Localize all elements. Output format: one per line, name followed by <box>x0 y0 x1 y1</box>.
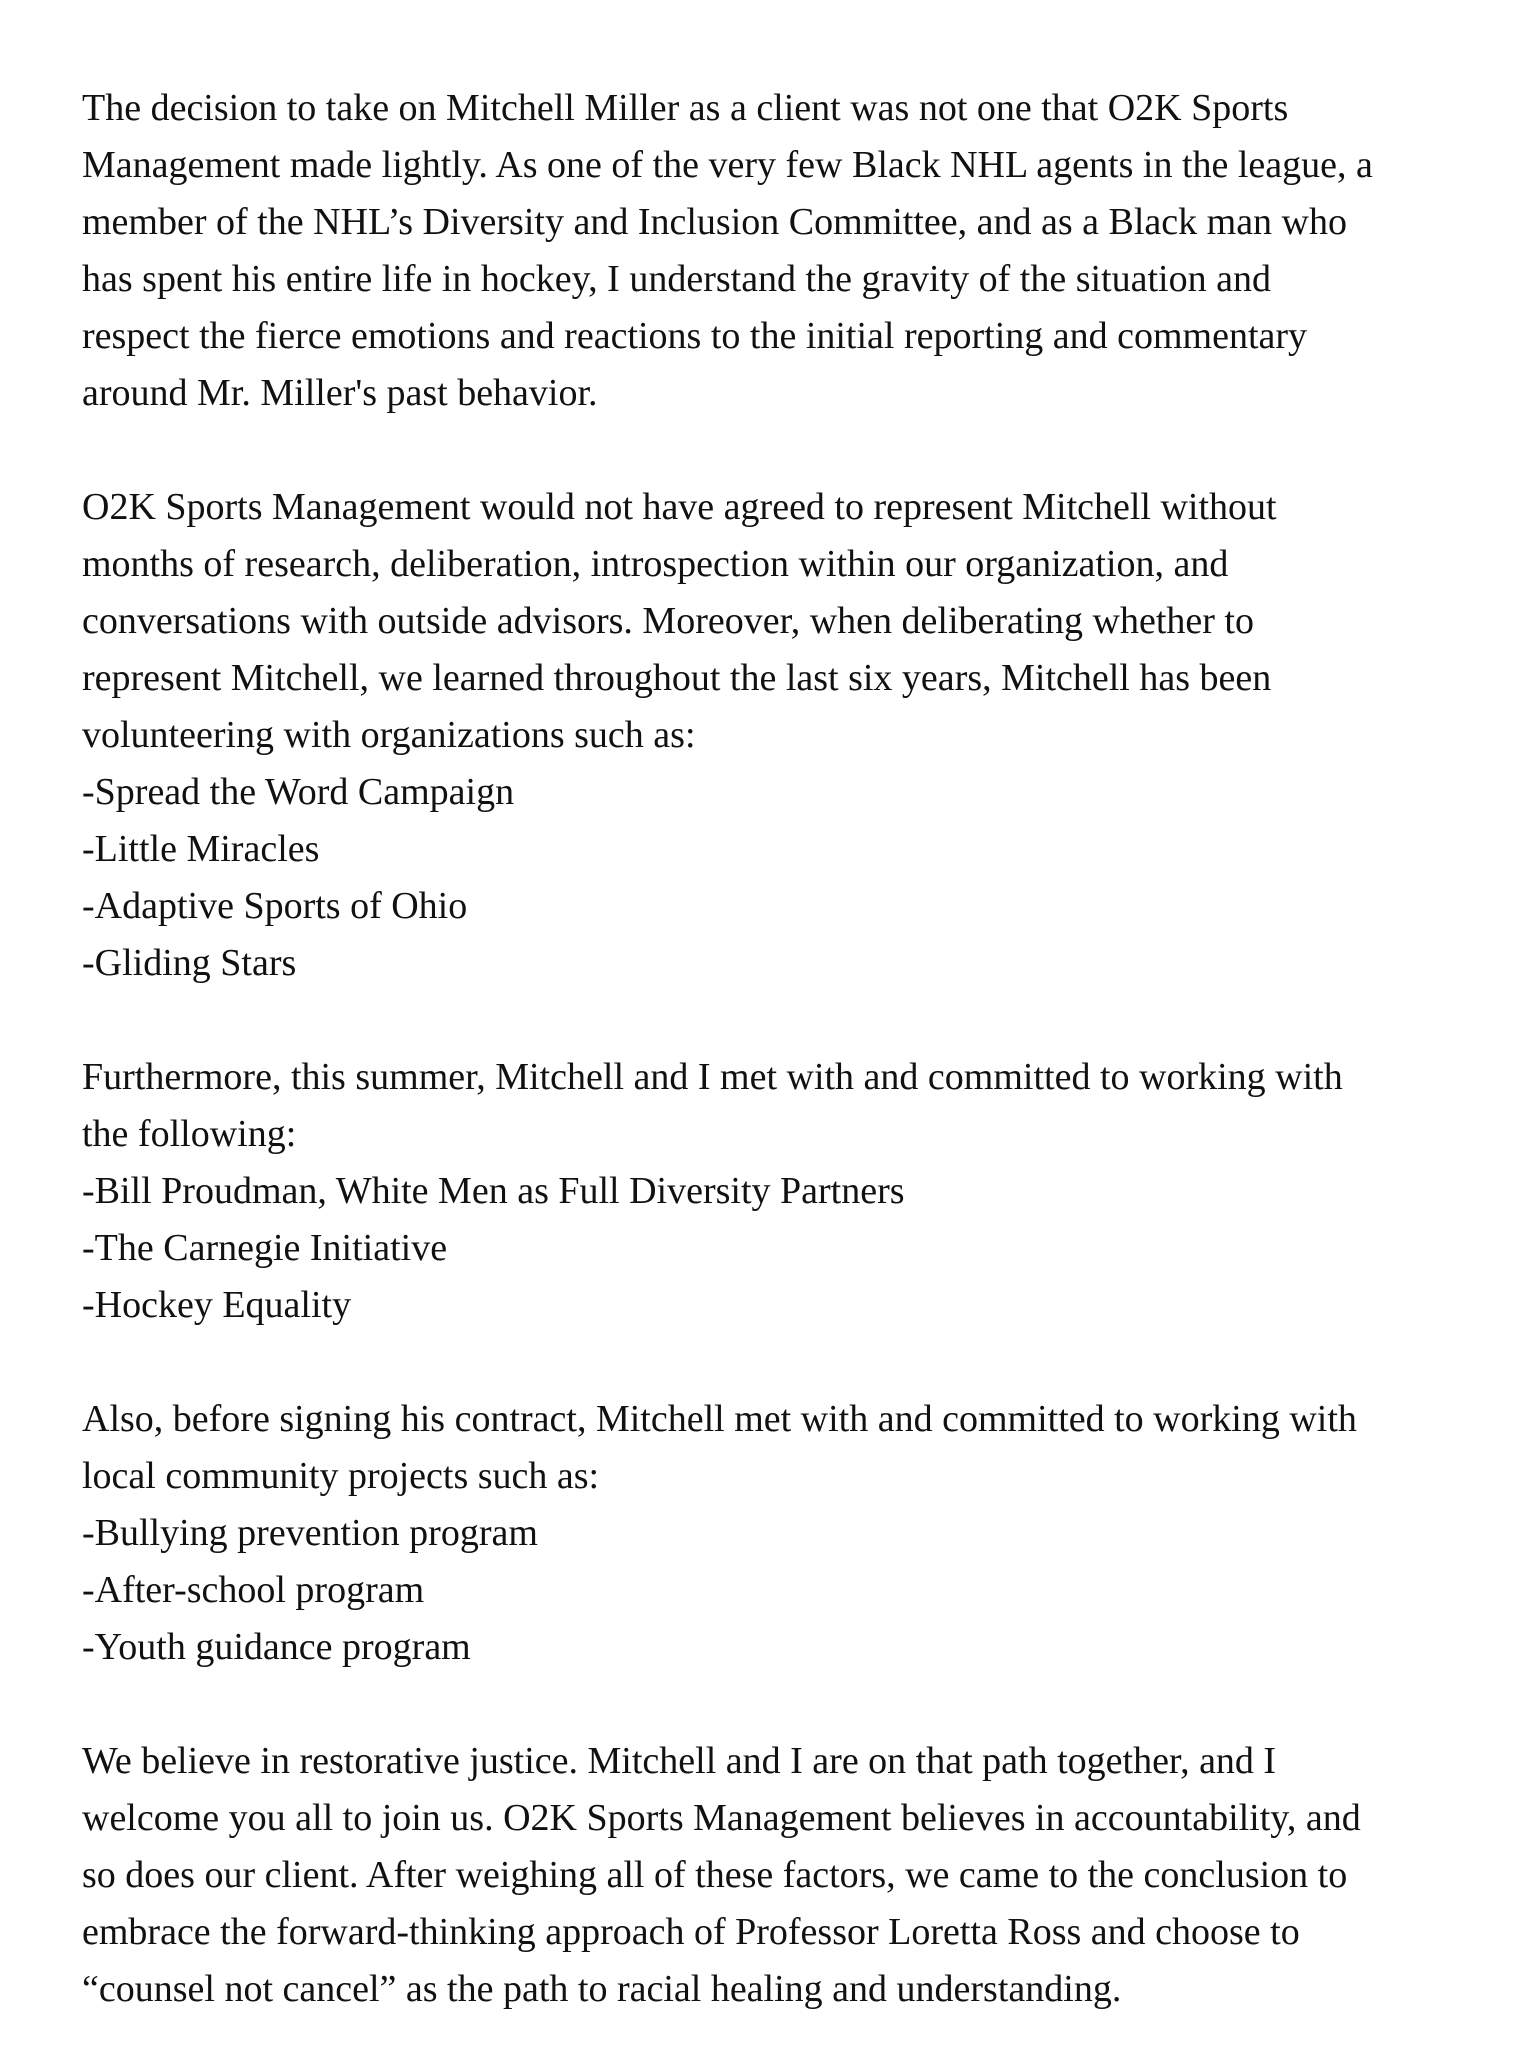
text-line: so does our client. After weighing all of these factors, we came to the conclusion to <box>82 1854 1348 1896</box>
text-line: has spent his entire life in hockey, I understand the gravity of the situation and <box>82 258 1271 300</box>
list-item: -Little Miracles <box>82 828 320 870</box>
text-line: conversations with outside advisors. Moreover, when deliberating whether to <box>82 600 1254 642</box>
list-item: -Bill Proudman, White Men as Full Diversity Partners <box>82 1170 905 1212</box>
text-line: “counsel not cancel” as the path to racial healing and understanding. <box>82 1968 1122 2010</box>
list-item: -After-school program <box>82 1569 425 1611</box>
list-item: -Bullying prevention program <box>82 1512 538 1554</box>
list-item: -Spread the Word Campaign <box>82 771 515 813</box>
text-line: Management made lightly. As one of the very few Black NHL agents in the league, a <box>82 144 1373 186</box>
text-line: The decision to take on Mitchell Miller as a client was not one that O2K Sports <box>82 87 1289 129</box>
list-item: -Hockey Equality <box>82 1284 352 1326</box>
list-item: -Youth guidance program <box>82 1626 471 1668</box>
text-line: We believe in restorative justice. Mitchell and I are on that path together, and I <box>82 1740 1277 1782</box>
statement-document <box>82 80 1482 2018</box>
text-line: months of research, deliberation, introspection within our organization, and <box>82 543 1229 585</box>
text-line: local community projects such as: <box>82 1455 600 1497</box>
text-line: respect the fierce emotions and reactions to the initial reporting and commentary <box>82 315 1308 357</box>
text-line: O2K Sports Management would not have agreed to represent Mitchell without <box>82 486 1277 528</box>
text-line: around Mr. Miller's past behavior. <box>82 372 598 414</box>
paragraph-conclusion <box>82 1733 1482 2018</box>
paragraph-intro <box>82 80 1482 422</box>
text-line: represent Mitchell, we learned throughout the last six years, Mitchell has been <box>82 657 1272 699</box>
text-line: Also, before signing his contract, Mitchell met with and committed to working with <box>82 1398 1357 1440</box>
text-line: volunteering with organizations such as: <box>82 714 696 756</box>
text-line: Furthermore, this summer, Mitchell and I met with and committed to working with <box>82 1056 1343 1098</box>
list-item: -Adaptive Sports of Ohio <box>82 885 468 927</box>
text-line: member of the NHL’s Diversity and Inclusion Committee, and as a Black man who <box>82 201 1348 243</box>
text-line: the following: <box>82 1113 297 1155</box>
list-item: -The Carnegie Initiative <box>82 1227 448 1269</box>
list-item: -Gliding Stars <box>82 942 297 984</box>
paragraph-commitments <box>82 1049 1482 1334</box>
paragraph-community-projects <box>82 1391 1482 1676</box>
text-line: welcome you all to join us. O2K Sports Management believes in accountability, and <box>82 1797 1361 1839</box>
paragraph-volunteering <box>82 479 1482 992</box>
text-line: embrace the forward-thinking approach of Professor Loretta Ross and choose to <box>82 1911 1300 1953</box>
